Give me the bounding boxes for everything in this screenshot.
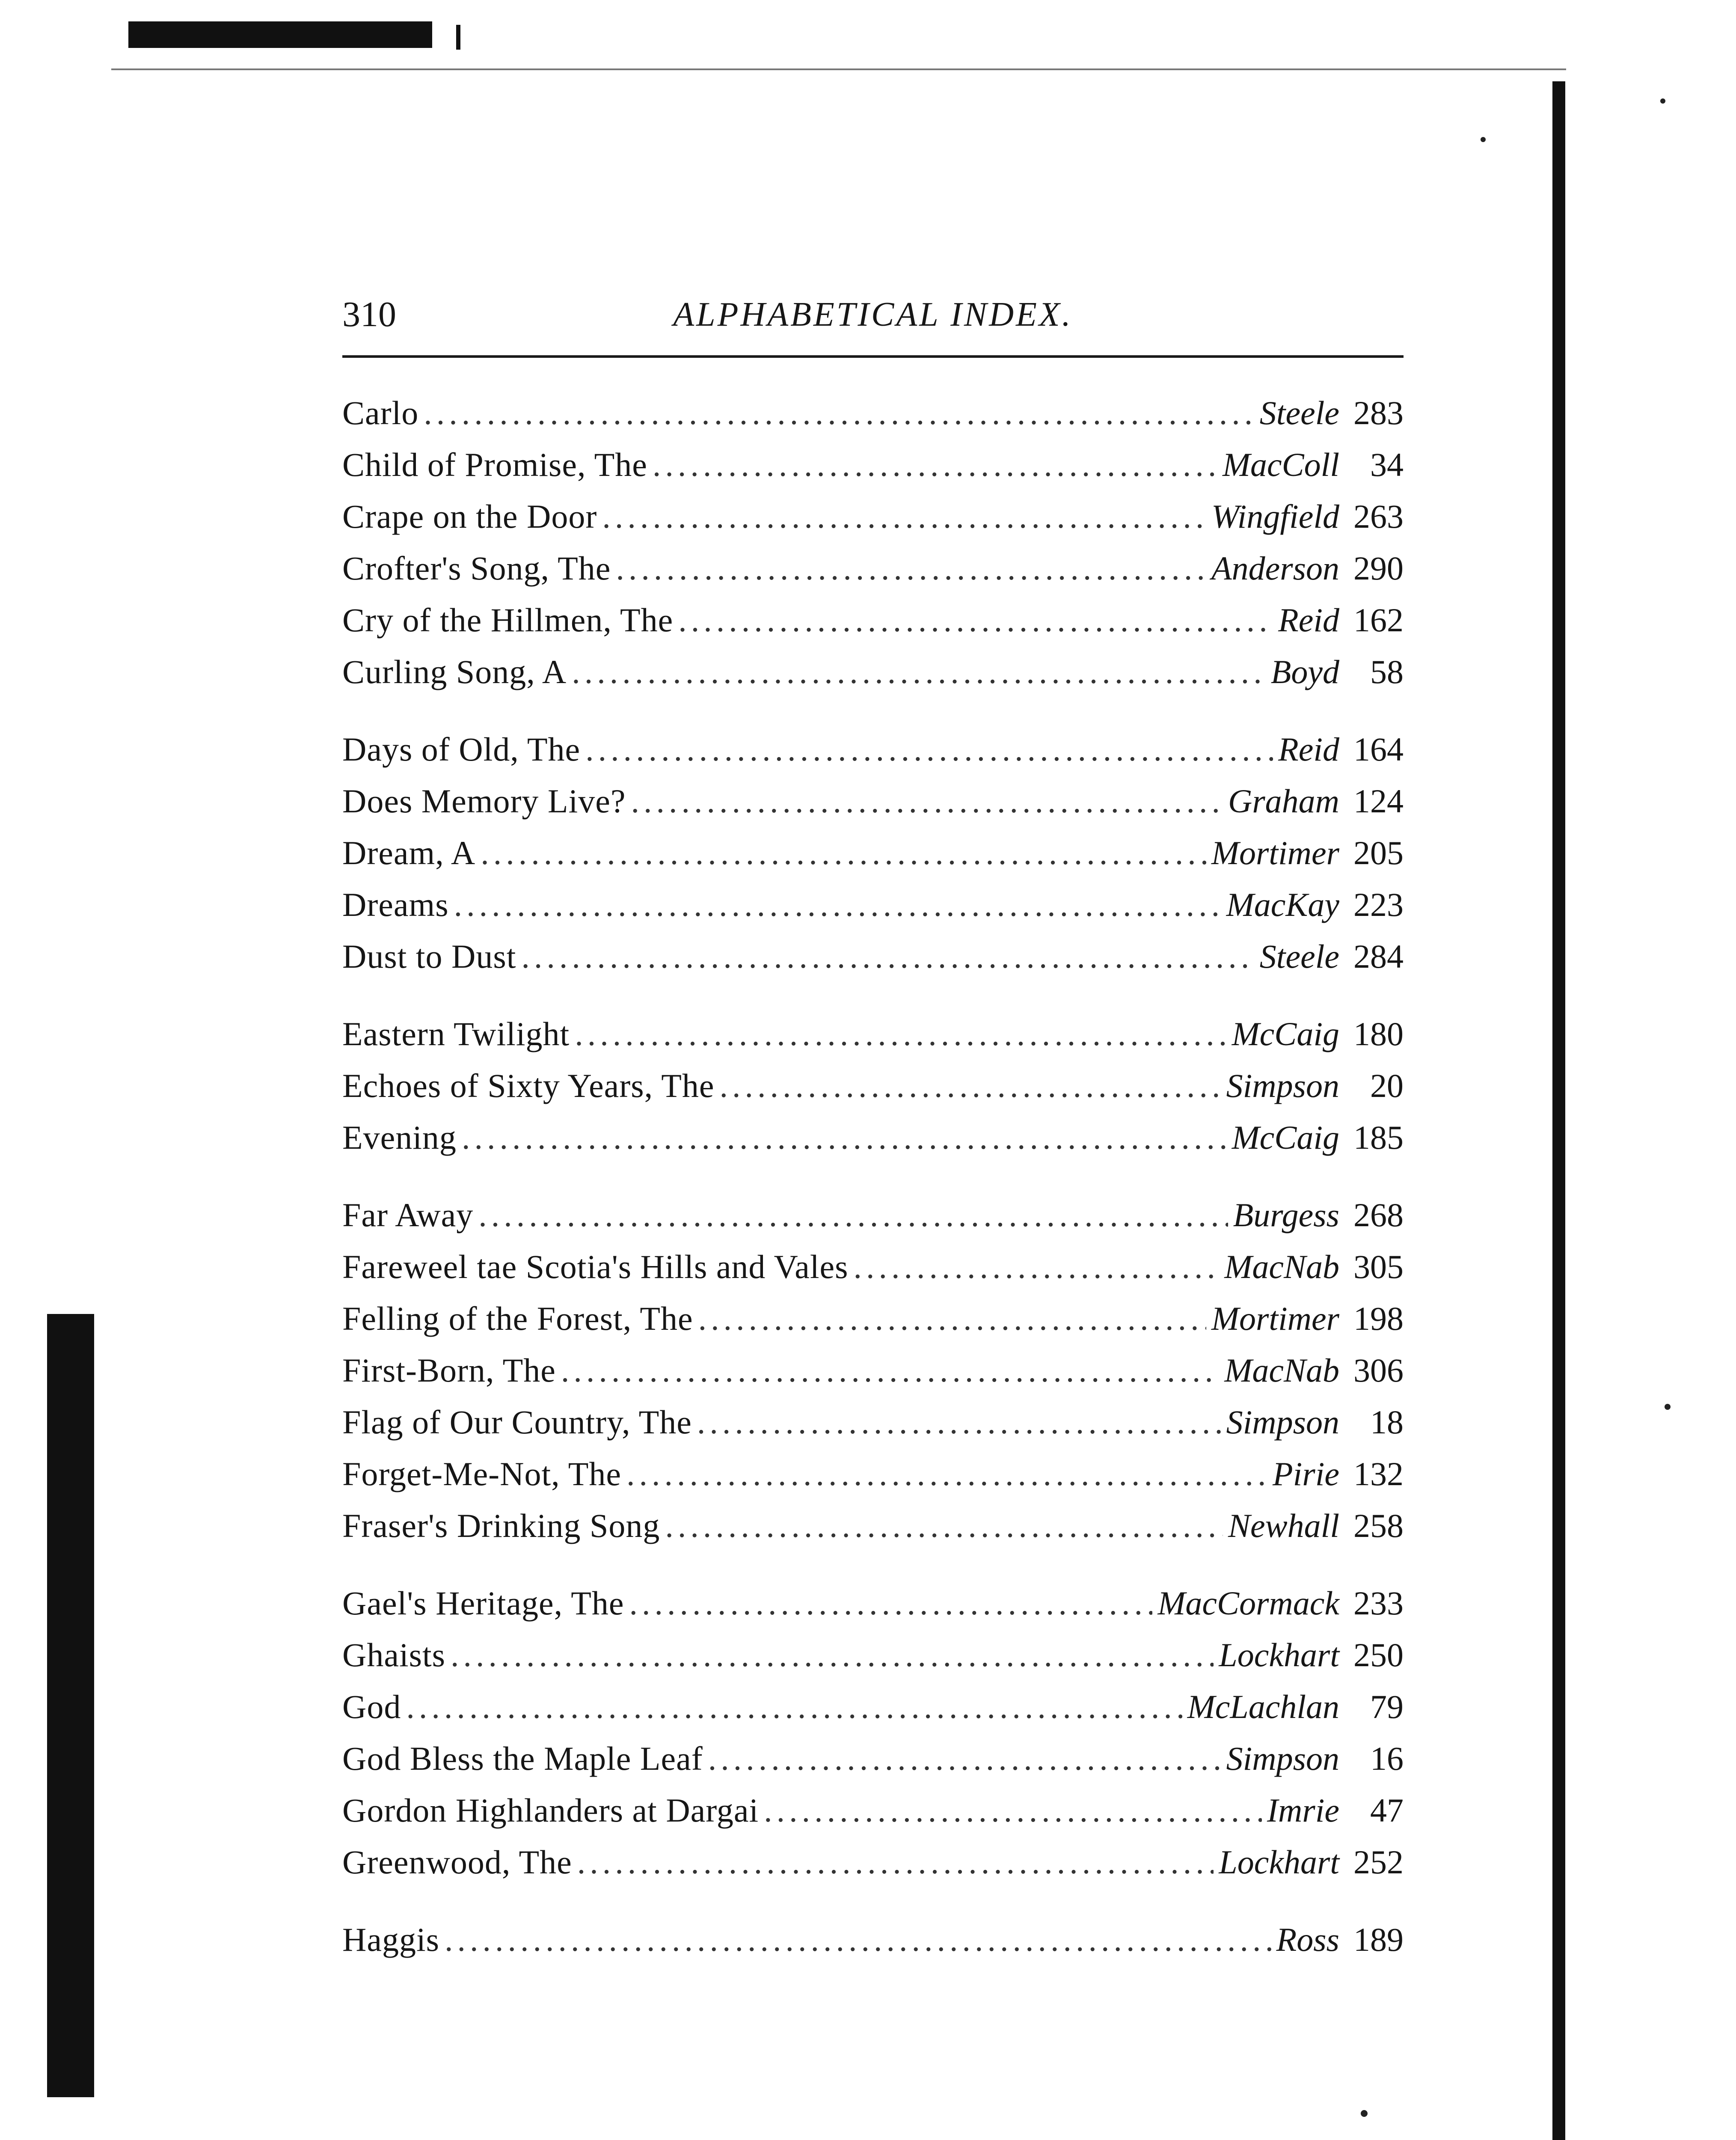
- entry-author: Lockhart: [1219, 1843, 1339, 1881]
- entry-title: Days of Old, The: [342, 731, 581, 768]
- index-entry: [342, 394, 1404, 446]
- dot-leader: [462, 1118, 1227, 1157]
- entry-title: Child of Promise, The: [342, 446, 647, 483]
- entry-author: McCaig: [1232, 1119, 1339, 1156]
- dot-leader: [602, 497, 1206, 536]
- entry-author: MacCormack: [1157, 1584, 1339, 1622]
- entry-author: Simpson: [1226, 1740, 1339, 1777]
- entry-author: Simpson: [1226, 1067, 1339, 1104]
- entry-title: Ghaists: [342, 1636, 445, 1673]
- scan-speck: [1361, 2110, 1368, 2117]
- index-entry: [342, 497, 1404, 549]
- index-entry: [342, 1739, 1404, 1791]
- scan-speck: [1665, 1404, 1671, 1410]
- page-header: [342, 291, 1404, 338]
- entry-title: Curling Song, A: [342, 653, 567, 690]
- entry-page-number: 189: [1353, 1921, 1404, 1958]
- entry-author: Graham: [1228, 782, 1339, 820]
- entry-author: MacKay: [1226, 886, 1339, 923]
- dot-leader: [678, 601, 1273, 639]
- entry-author: MacNab: [1224, 1248, 1339, 1285]
- index-entry: [342, 1067, 1404, 1118]
- entry-page-number: 58: [1370, 653, 1404, 690]
- dot-leader: [629, 1584, 1153, 1623]
- entry-page-number: 284: [1353, 938, 1404, 975]
- entry-page-number: 223: [1353, 886, 1404, 923]
- index-group: [342, 1196, 1404, 1558]
- entry-author: Newhall: [1228, 1507, 1339, 1544]
- entry-page-number: 47: [1370, 1792, 1404, 1829]
- index-entry: [342, 1248, 1404, 1299]
- entry-author: Simpson: [1226, 1403, 1339, 1441]
- index-entry: [342, 834, 1404, 886]
- entry-page-number: 124: [1353, 782, 1404, 820]
- running-title: ALPHABETICAL INDEX.: [673, 296, 1073, 333]
- entry-page-number: 164: [1353, 731, 1404, 768]
- entry-author: Mortimer: [1211, 1300, 1339, 1337]
- entry-title: Evening: [342, 1119, 457, 1156]
- entry-author: Pirie: [1273, 1455, 1339, 1492]
- dot-leader: [577, 1843, 1214, 1881]
- dot-leader: [561, 1351, 1219, 1390]
- alphabetical-index: [342, 394, 1404, 1998]
- dot-leader: [572, 653, 1265, 691]
- scan-top-line: [111, 68, 1566, 70]
- entry-author: Boyd: [1270, 653, 1339, 690]
- entry-page-number: 79: [1370, 1688, 1404, 1725]
- entry-page-number: 306: [1353, 1352, 1404, 1389]
- dot-leader: [665, 1507, 1223, 1545]
- entry-author: Reid: [1278, 601, 1339, 639]
- entry-page-number: 18: [1370, 1403, 1404, 1441]
- dot-leader: [445, 1920, 1271, 1959]
- index-group: [342, 1920, 1404, 1972]
- entry-page-number: 198: [1353, 1300, 1404, 1337]
- entry-title: Fraser's Drinking Song: [342, 1507, 660, 1544]
- entry-author: McLachlan: [1187, 1688, 1339, 1725]
- entry-title: Greenwood, The: [342, 1843, 572, 1881]
- dot-leader: [424, 394, 1255, 432]
- entry-title: Gordon Highlanders at Dargai: [342, 1792, 759, 1829]
- dot-leader: [406, 1688, 1182, 1726]
- entry-title: Eastern Twilight: [342, 1015, 570, 1052]
- scan-edge-mark-top: [128, 21, 432, 48]
- entry-author: Imrie: [1267, 1792, 1339, 1829]
- entry-title: God Bless the Maple Leaf: [342, 1740, 703, 1777]
- entry-title: Crofter's Song, The: [342, 550, 611, 587]
- entry-author: MacColl: [1223, 446, 1339, 483]
- index-entry: [342, 1455, 1404, 1507]
- index-entry: [342, 1584, 1404, 1636]
- index-entry: [342, 730, 1404, 782]
- index-entry: [342, 1688, 1404, 1739]
- entry-title: Flag of Our Country, The: [342, 1403, 692, 1441]
- entry-title: Does Memory Live?: [342, 782, 626, 820]
- entry-page-number: 34: [1370, 446, 1404, 483]
- index-entry: [342, 1196, 1404, 1248]
- entry-title: Dream, A: [342, 834, 476, 871]
- dot-leader: [697, 1403, 1221, 1442]
- entry-page-number: 290: [1353, 550, 1404, 587]
- index-entry: [342, 1507, 1404, 1558]
- entry-title: Forget-Me-Not, The: [342, 1455, 622, 1492]
- entry-page-number: 180: [1353, 1015, 1404, 1052]
- index-group: [342, 1584, 1404, 1895]
- entry-author: Steele: [1259, 938, 1339, 975]
- dot-leader: [720, 1067, 1221, 1105]
- entry-author: McCaig: [1232, 1015, 1339, 1052]
- index-entry: [342, 1118, 1404, 1170]
- entry-page-number: 20: [1370, 1067, 1404, 1104]
- scan-edge-mark-tick: [456, 25, 460, 50]
- entry-author: Wingfield: [1211, 498, 1339, 535]
- entry-page-number: 252: [1353, 1843, 1404, 1881]
- dot-leader: [631, 782, 1223, 820]
- index-entry: [342, 1299, 1404, 1351]
- entry-title: Gael's Heritage, The: [342, 1584, 624, 1622]
- entry-author: Reid: [1278, 731, 1339, 768]
- index-entry: [342, 653, 1404, 704]
- entry-author: Burgess: [1233, 1196, 1339, 1233]
- index-group: [342, 394, 1404, 704]
- entry-title: Felling of the Forest, The: [342, 1300, 693, 1337]
- entry-author: Mortimer: [1211, 834, 1339, 871]
- dot-leader: [451, 1636, 1214, 1674]
- entry-title: Fareweel tae Scotia's Hills and Vales: [342, 1248, 849, 1285]
- header-rule: [342, 355, 1404, 358]
- entry-author: Ross: [1276, 1921, 1339, 1958]
- dot-leader: [575, 1015, 1227, 1053]
- entry-title: Dust to Dust: [342, 938, 516, 975]
- entry-author: MacNab: [1224, 1352, 1339, 1389]
- dot-leader: [853, 1248, 1219, 1286]
- index-entry: [342, 1843, 1404, 1895]
- index-entry: [342, 1920, 1404, 1972]
- dot-leader: [521, 937, 1254, 976]
- entry-title: Echoes of Sixty Years, The: [342, 1067, 715, 1104]
- entry-page-number: 258: [1353, 1507, 1404, 1544]
- index-entry: [342, 1015, 1404, 1067]
- entry-page-number: 185: [1353, 1119, 1404, 1156]
- entry-page-number: 283: [1353, 394, 1404, 431]
- index-entry: [342, 549, 1404, 601]
- entry-title: First-Born, The: [342, 1352, 556, 1389]
- index-group: [342, 730, 1404, 989]
- index-entry: [342, 601, 1404, 653]
- entry-title: Carlo: [342, 394, 419, 431]
- dot-leader: [616, 549, 1206, 588]
- entry-author: Anderson: [1211, 550, 1339, 587]
- index-entry: [342, 446, 1404, 497]
- index-entry: [342, 1351, 1404, 1403]
- scan-right-edge-bar: [1552, 81, 1565, 2140]
- dot-leader: [626, 1455, 1267, 1493]
- entry-page-number: 162: [1353, 601, 1404, 639]
- dot-leader: [454, 886, 1221, 924]
- entry-title: Far Away: [342, 1196, 474, 1233]
- dot-leader: [481, 834, 1206, 872]
- index-entry: [342, 1636, 1404, 1688]
- entry-title: Haggis: [342, 1921, 439, 1958]
- index-entry: [342, 782, 1404, 834]
- entry-title: Dreams: [342, 886, 449, 923]
- entry-author: Lockhart: [1219, 1636, 1339, 1673]
- entry-page-number: 16: [1370, 1740, 1404, 1777]
- dot-leader: [585, 730, 1273, 769]
- index-entry: [342, 1791, 1404, 1843]
- dot-leader: [478, 1196, 1228, 1234]
- page-number: 310: [342, 294, 396, 334]
- entry-title: Cry of the Hillmen, The: [342, 601, 674, 639]
- entry-page-number: 205: [1353, 834, 1404, 871]
- entry-page-number: 132: [1353, 1455, 1404, 1492]
- entry-page-number: 268: [1353, 1196, 1404, 1233]
- scan-left-edge-bar: [47, 1314, 94, 2097]
- index-entry: [342, 1403, 1404, 1455]
- entry-title: Crape on the Door: [342, 498, 597, 535]
- index-entry: [342, 886, 1404, 937]
- dot-leader: [708, 1739, 1221, 1778]
- scan-speck: [1481, 137, 1486, 142]
- index-entry: [342, 937, 1404, 989]
- entry-author: Steele: [1259, 394, 1339, 431]
- entry-page-number: 263: [1353, 498, 1404, 535]
- entry-page-number: 305: [1353, 1248, 1404, 1285]
- entry-title: God: [342, 1688, 401, 1725]
- scan-speck: [1660, 98, 1665, 104]
- entry-page-number: 250: [1353, 1636, 1404, 1673]
- dot-leader: [698, 1299, 1206, 1338]
- entry-page-number: 233: [1353, 1584, 1404, 1622]
- dot-leader: [764, 1791, 1262, 1830]
- index-group: [342, 1015, 1404, 1170]
- dot-leader: [653, 446, 1217, 484]
